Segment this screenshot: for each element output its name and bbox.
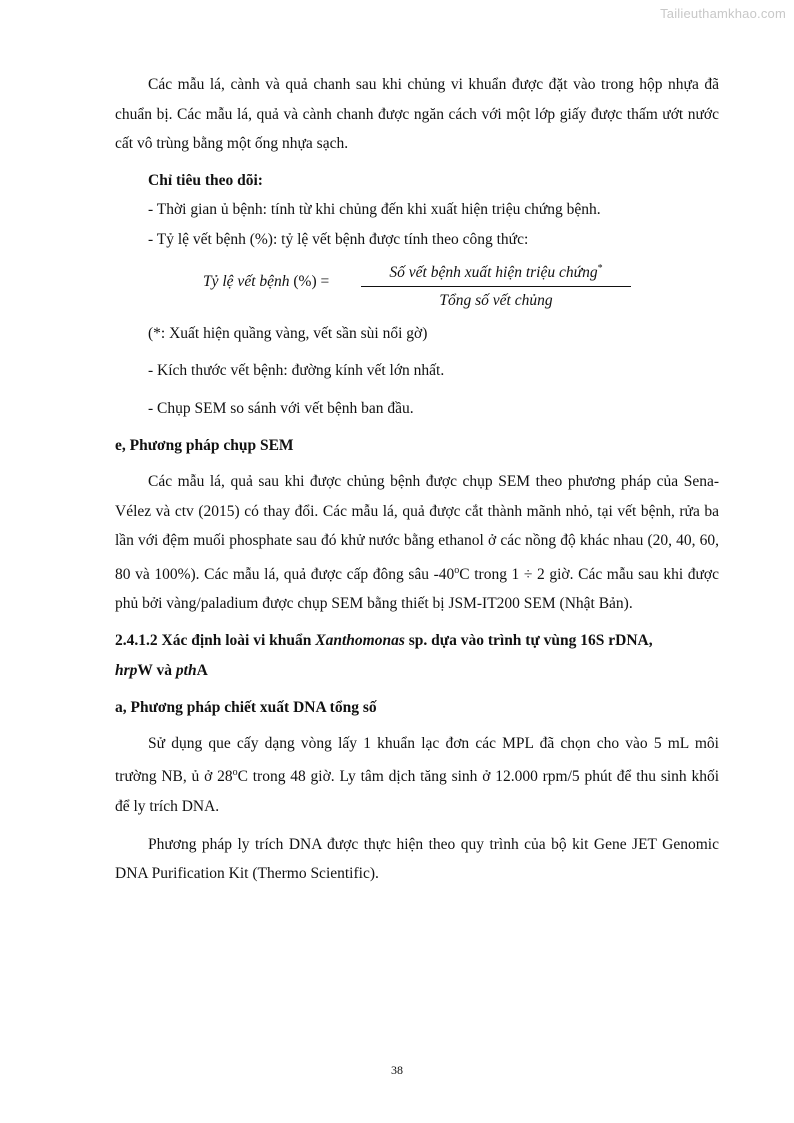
formula [115,257,719,315]
heading-dna-extraction: a, Phương pháp chiết xuất DNA tổng số [115,699,377,717]
item-lesion-rate: - Tỷ lệ vết bệnh (%): tỷ lệ vết bệnh được tính theo công thức: [148,230,529,248]
heading-monitoring-criteria: Chỉ tiêu theo dõi: [148,171,263,189]
watermark: Tailieuthamkhao.com [660,6,786,21]
item-incubation-time: - Thời gian ủ bệnh: tính từ khi chủng đến khi xuất hiện triệu chứng bệnh. [148,201,601,219]
heading-sem-method: e, Phương pháp chụp SEM [115,437,294,455]
paragraph-samples: Các mẫu lá, cành và quả chanh sau khi chủng vi khuẩn được đặt vào trong hộp nhựa đã chuẩn bị. Các mẫu lá, quả và cành chanh được ngăn cách với một lớp giấy được thấm ướt nước cất vô trùng bằng một ống nhựa sạch. [115,76,719,153]
formula-numerator: Số vết bệnh xuất hiện triệu chứng* [389,262,603,281]
heading-2-4-1-2: 2.4.1.2 Xác định loài vi khuẩn Xanthomonas sp. dựa vào trình tự vùng 16S rDNA, hrpW và pthA [115,632,653,679]
formula-fraction [361,257,631,313]
paragraph-sem: Các mẫu lá, quả sau khi được chủng bệnh được chụp SEM theo phương pháp của Sena-Vélez và ctv (2015) có thay đổi. Các mẫu lá, quả được cắt thành mãnh nhỏ, tại vết bệnh, rửa ba lần với đệm muối phosphate sau đó khử nước bằng ethanol ở các nồng độ khác nhau (20, 40, 60, 80 và 100%). Các mẫu lá, quả được cấp đông sâu -40$^o$C trong 1 ÷ 2 giờ. Các mẫu sau khi được phủ bởi vàng/paladium được chụp SEM bằng thiết bị JSM-IT200 SEM (Nhật Bản). [115,472,720,613]
item-lesion-size: - Kích thước vết bệnh: đường kính vết lớn nhất. [148,362,445,380]
paragraph-kit: Phương pháp ly trích DNA được thực hiện theo quy trình của bộ kit Gene JET Genomic DNA Purification Kit (Thermo Scientific). [115,835,719,883]
paragraph-dna: Sử dụng que cấy dạng vòng lấy 1 khuẩn lạc đơn các MPL đã chọn cho vào 5 mL môi trường NB, ủ ở 28$^o$C trong 48 giờ. Ly tâm dịch tăng sinh ở 12.000 rpm/5 phút để thu sinh khối để ly trích DNA. [115,734,720,816]
page-number: 38 [391,1063,403,1077]
document-body [115,70,719,889]
fraction-bar [361,286,631,287]
formula-lhs: Tỷ lệ vết bệnh (%) = [203,272,330,290]
footnote: (*: Xuất hiện quầng vàng, vết sần sùi nổi gờ) [148,324,428,342]
item-sem-compare: - Chụp SEM so sánh với vết bệnh ban đầu. [148,399,414,417]
formula-denominator: Tổng số vết chủng [439,291,553,309]
